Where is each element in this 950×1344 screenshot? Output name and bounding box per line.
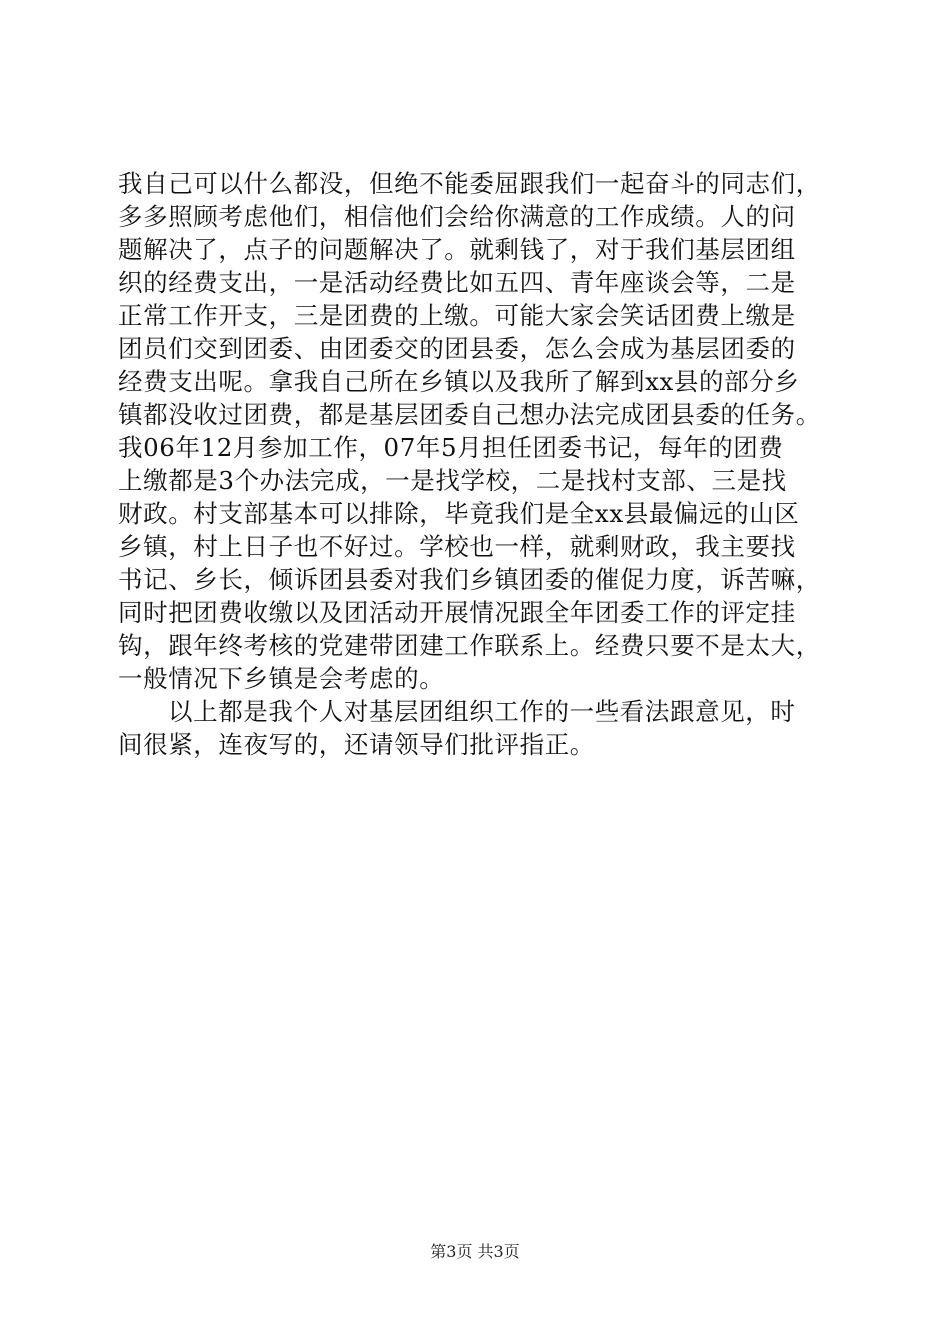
text-line: 财政。村支部基本可以排除，毕竟我们是全xx县最偏远的山区: [118, 499, 800, 528]
text-line: 织的经费支出，一是活动经费比如五四、青年座谈会等，二是: [118, 268, 796, 297]
text-line: 经费支出呢。拿我自己所在乡镇以及我所了解到xx县的部分乡: [118, 367, 800, 396]
text-line: 间很紧，连夜写的，还请领导们批评指正。: [118, 730, 595, 759]
text-line: 多多照顾考虑他们，相信他们会给你满意的工作成绩。人的问: [118, 202, 796, 231]
paragraph-1: [118, 167, 858, 695]
text-line: 题解决了，点子的问题解决了。就剩钱了，对于我们基层团组: [118, 235, 796, 264]
text-line: 乡镇，村上日子也不好过。学校也一样，就剩财政，我主要找: [118, 532, 796, 561]
text-line: 上缴都是3个办法完成，一是找学校，二是找村支部、三是找: [118, 466, 787, 495]
text-line: 以上都是我个人对基层团组织工作的一些看法跟意见，时: [168, 697, 796, 726]
text-line: 团员们交到团委、由团委交的团县委，怎么会成为基层团委的: [118, 334, 796, 363]
paragraph-2: [118, 695, 858, 761]
text-line: 镇都没收过团费，都是基层团委自己想办法完成团县委的任务。: [118, 400, 821, 429]
text-line: 我自己可以什么都没，但绝不能委屈跟我们一起奋斗的同志们，: [118, 169, 821, 198]
text-line: 一般情况下乡镇是会考虑的。: [118, 664, 445, 693]
text-line: 我06年12月参加工作，07年5月担任团委书记，每年的团费: [118, 433, 784, 462]
page-number-footer: 第3页 共3页: [430, 1242, 520, 1261]
text-line: 书记、乡长，倾诉团县委对我们乡镇团委的催促力度，诉苦嘛，: [118, 565, 821, 594]
text-line: 钩，跟年终考核的党建带团建工作联系上。经费只要不是太大，: [118, 631, 821, 660]
text-line: 正常工作开支，三是团费的上缴。可能大家会笑话团费上缴是: [118, 301, 796, 330]
text-line: 同时把团费收缴以及团活动开展情况跟全年团委工作的评定挂: [118, 598, 796, 627]
document-body: [118, 167, 858, 761]
